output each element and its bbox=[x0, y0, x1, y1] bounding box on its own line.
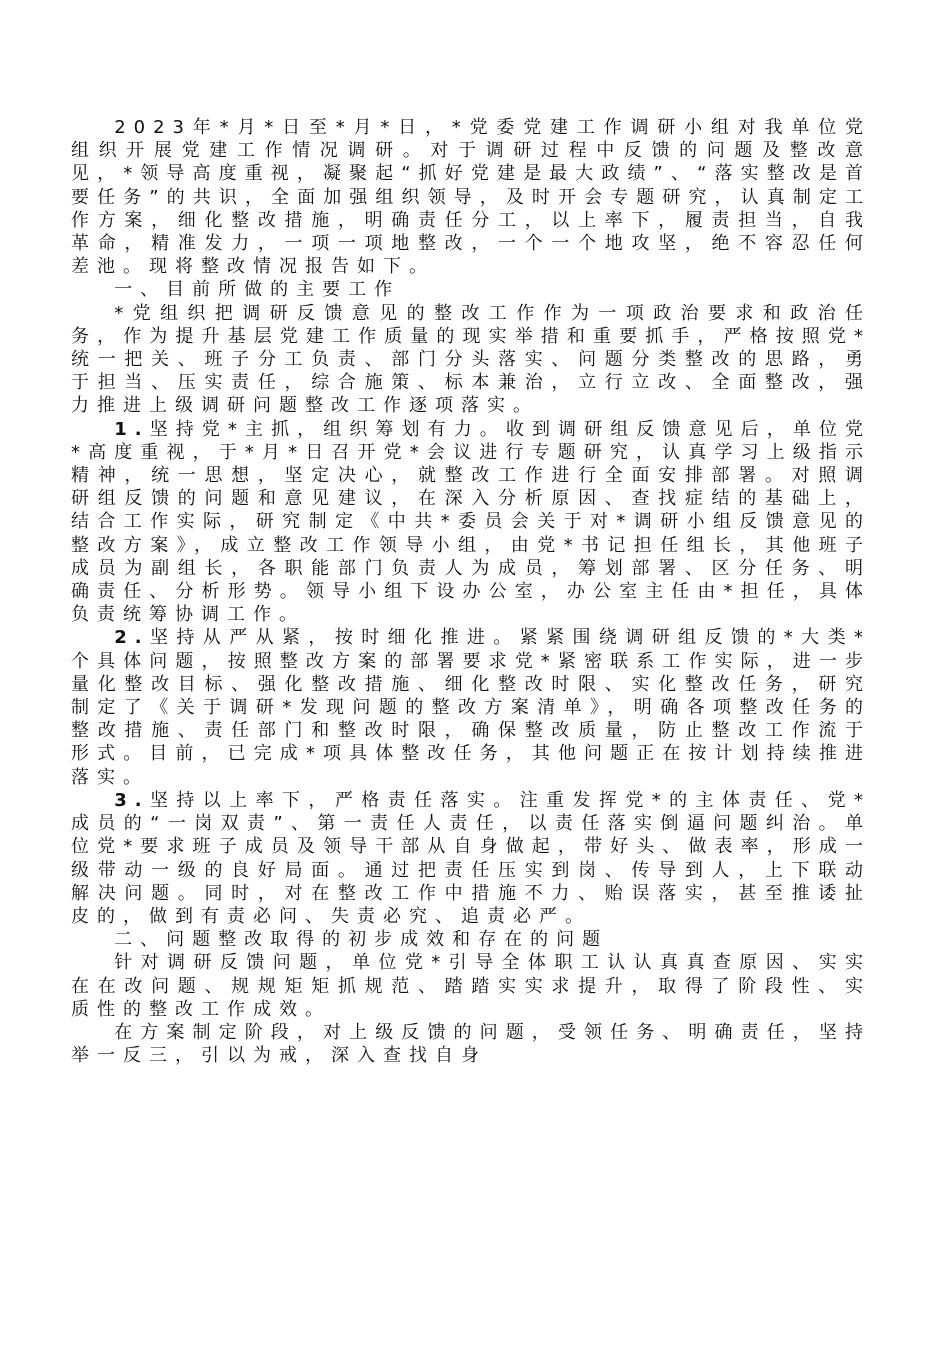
item-number: 1. bbox=[114, 418, 150, 440]
section-2-paragraph: 针对调研反馈问题，单位党*引导全体职工认认真真查原因、实实在在改问题、规规矩矩抓规范、踏踏实实求提升，取得了阶段性、实质性的整改工作成效。 bbox=[71, 952, 871, 1020]
section-heading-1: 一、目前所做的主要工作 bbox=[114, 279, 401, 301]
item-number: 3. bbox=[114, 789, 150, 811]
item-text: 坚持党*主抓，组织筹划有力。收到调研组反馈意见后，单位党*高度重视，于*月*日召开党*会议进行专题研究，认真学习上级指示精神，统一思想，坚定决心，就整改工作进行全面安排部署。对照调研组反馈的问题和意见建议，在深入分析原因、查找症结的基础上，结合工作实际，研究制定《中共*委员会关于对*调研小组反馈意见的整改方案》，成立整改工作领导小组，由党*书记担任组长，其他班子成员为副组长，各职能部门负责人为成员，筹划部署、区分任务、明确责任、分析形势。领导小组下设办公室，办公室主任由*担任，具体负责统筹协调工作。 bbox=[71, 418, 871, 626]
closing-paragraph: 在方案制定阶段，对上级反馈的问题，受领任务、明确责任，坚持举一反三，引以为戒，深入查找自身 bbox=[71, 1021, 871, 1067]
section-heading-2: 二、问题整改取得的初步成效和存在的问题 bbox=[114, 929, 609, 951]
document-body bbox=[71, 116, 871, 1067]
section-1-paragraph: *党组织把调研反馈意见的整改工作作为一项政治要求和政治任务，作为提升基层党建工作质量的现实举措和重要抓手，严格按照党*统一把关、班子分工负责、部门分头落实、问题分类整改的思路，勇于担当、压实责任，综合施策、标本兼治，立行立改、全面整改，强力推进上级调研问题整改工作逐项落实。 bbox=[71, 302, 871, 417]
item-text: 坚持从严从紧，按时细化推进。紧紧围绕调研组反馈的*大类*个具体问题，按照整改方案的部署要求党*紧密联系工作实际，进一步量化整改目标、强化整改措施、细化整改时限、实化整改任务，研究制定了《关于调研*发现问题的整改方案清单》，明确各项整改任务的整改措施、责任部门和整改时限，确保整改质量，防止整改工作流于形式。目前，已完成*项具体整改任务，其他问题正在按计划持续推进落实。 bbox=[71, 627, 871, 788]
intro-paragraph: 2023年*月*日至*月*日，*党委党建工作调研小组对我单位党组织开展党建工作情况调研。对于调研过程中反馈的问题及整改意见，*领导高度重视，凝聚起“抓好党建是最大政绩”、“落实整改是首要任务”的共识，全面加强组织领导，及时开会专题研究，认真制定工作方案，细化整改措施，明确责任分工，以上率下，履责担当，自我革命，精准发力，一项一项地整改，一个一个地攻坚，绝不容忍任何差池。现将整改情况报告如下。 bbox=[71, 117, 871, 278]
numbered-item-2 bbox=[71, 626, 871, 788]
numbered-item-1 bbox=[71, 418, 871, 627]
item-text: 坚持以上率下，严格责任落实。注重发挥党*的主体责任、党*成员的“一岗双责”、第一责任人责任，以责任落实倒逼问题纠治。单位党*要求班子成员及领导干部从自身做起，带好头、做表率，形成一级带动一级的良好局面。通过把责任压实到岗、传导到人，上下联动解决问题。同时，对在整改工作中措施不力、贻误落实，甚至推诿扯皮的，做到有责必问、失责必究、追责必严。 bbox=[71, 789, 871, 927]
item-number: 2. bbox=[114, 627, 150, 649]
numbered-item-3 bbox=[71, 789, 871, 928]
